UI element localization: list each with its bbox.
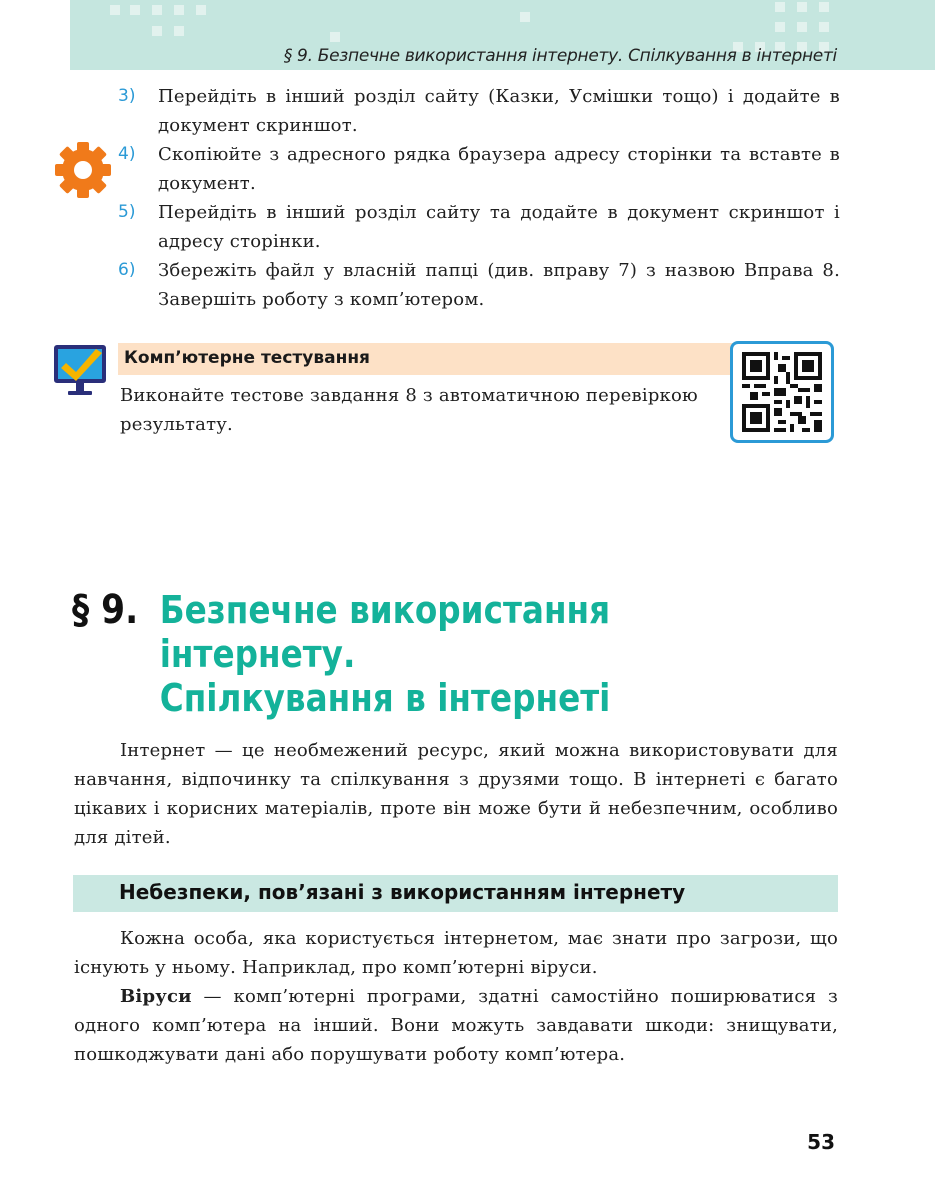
qr-pattern <box>742 352 822 432</box>
viruses-term: Віруси <box>120 986 192 1007</box>
threats-paragraph: Кожна особа, яка користується інтернетом, має знати про загрози, що існують у ньому. Наприклад, про комп’ютерні віруси. <box>74 928 838 978</box>
list-item <box>118 140 840 198</box>
intro-paragraph: Інтернет — це необмежений ресурс, який можна використовувати для навчання, відпочинку та спілкування з друзями тощо. В інтернеті є багато цікавих і корисних матеріалів, проте він може бути й небезпечним, особливо для дітей. <box>74 740 838 848</box>
page-number: 53 <box>807 1130 835 1154</box>
step-number: 5) <box>118 202 136 222</box>
subsection-band <box>73 875 838 912</box>
step-number: 3) <box>118 86 136 106</box>
list-item <box>118 198 840 256</box>
step-number: 6) <box>118 260 136 280</box>
section-heading: Безпечне використання інтернету. Спілкування в інтернеті <box>159 588 611 720</box>
monitor-check-icon <box>52 341 110 399</box>
test-title: Комп’ютерне тестування <box>124 348 370 368</box>
qr-code[interactable] <box>730 341 834 443</box>
running-title: § 9. Безпечне використання інтернету. Спілкування в інтернеті <box>283 46 837 66</box>
list-item <box>118 256 840 314</box>
step-text: Перейдіть в інший розділ сайту та додайте в документ скриншот і адресу сторінки. <box>158 202 840 252</box>
section-number: § 9. <box>72 587 139 633</box>
test-text: Виконайте тестове завдання 8 з автоматичною перевіркою результату. <box>120 385 698 435</box>
step-number: 4) <box>118 144 136 164</box>
computer-test-box <box>52 341 842 451</box>
viruses-paragraph <box>74 982 838 1069</box>
steps-list <box>118 82 840 314</box>
step-text: Скопіюйте з адресного рядка браузера адресу сторінки та вставте в документ. <box>158 144 840 194</box>
viruses-definition: — комп’ютерні програми, здатні самостійно поширюватися з одного комп’ютера на інший. Вони можуть завдавати шкоди: знищувати, пошкоджувати дані або порушувати роботу комп’ютера. <box>74 986 838 1065</box>
subsection-title: Небезпеки, пов’язані з використанням інтернету <box>119 880 686 904</box>
step-text: Збережіть файл у власній папці (див. вправу 7) з назвою Вправа 8. Завершіть роботу з комп’ютером. <box>158 260 840 310</box>
list-item <box>118 82 840 140</box>
step-text: Перейдіть в інший розділ сайту (Казки, Усмішки тощо) і додайте в документ скриншот. <box>158 86 840 136</box>
gear-icon <box>53 140 113 200</box>
